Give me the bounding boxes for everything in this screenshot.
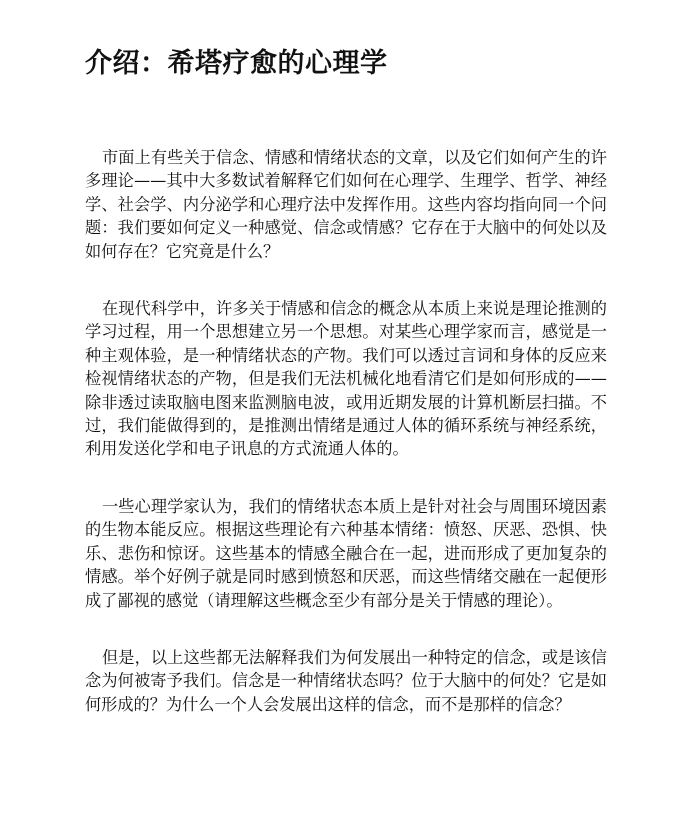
document-page xyxy=(85,0,607,716)
paragraph-4: 但是，以上这些都无法解释我们为何发展出一种特定的信念，或是该信念为何被寄予我们。信念是一种情绪状态吗？位于大脑中的何处？它是如何形成的？为什么一个人会发展出这样的信念，而不是那样的信念？ xyxy=(85,647,607,714)
page-title: 介绍：希塔疗愈的心理学 xyxy=(85,48,388,79)
paragraph-2: 在现代科学中，许多关于情感和信念的概念从本质上来说是理论推测的学习过程，用一个思想建立另一个思想。对某些心理学家而言，感觉是一种主观体验，是一种情绪状态的产物。我们可以透过言词和身体的反应来检视情绪状态的产物，但是我们无法机械化地看清它们是如何形成的——除非透过读取脑电图来监测脑电波，或用近期发展的计算机断层扫描。不过，我们能做得到的，是推测出情绪是通过人体的循环系统与神经系统，利用发送化学和电子讯息的方式流通人体的。 xyxy=(85,299,607,459)
paragraph-1: 市面上有些关于信念、情感和情绪状态的文章，以及它们如何产生的许多理论——其中大多数试着解释它们如何在心理学、生理学、哲学、神经学、社会学、内分泌学和心理疗法中发挥作用。这些内容均指向同一个问题：我们要如何定义一种感觉、信念或情感？它存在于大脑中的何处以及如何存在？它究竟是什么？ xyxy=(85,148,607,261)
paragraph-3: 一些心理学家认为，我们的情绪状态本质上是针对社会与周围环境因素的生物本能反应。根据这些理论有六种基本情绪：愤怒、厌恶、恐惧、快乐、悲伤和惊讶。这些基本的情感全融合在一起，进而形成了更加复杂的情感。举个好例子就是同时感到愤怒和厌恶，而这些情绪交融在一起便形成了鄙视的感觉（请理解这些概念至少有部分是关于情感的理论）。 xyxy=(85,496,607,610)
